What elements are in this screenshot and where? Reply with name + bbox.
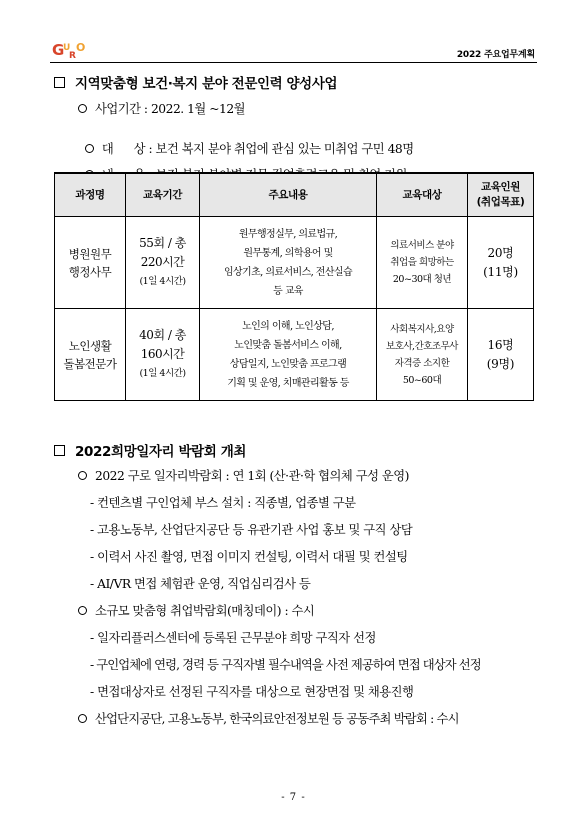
section1-title: 지역맞춤형 보건·복지 분야 전문인력 양성사업 — [75, 76, 338, 92]
count-cell: 20명 (11명) — [468, 217, 534, 309]
header-course: 과정명 — [55, 173, 126, 217]
fair-line-5: - AI/VR 면접 체험관 운영, 직업심리검사 등 — [90, 577, 311, 591]
header-period: 교육기간 — [126, 173, 200, 217]
content-cell: 원무행정실무, 의료법규, 원무통계, 의학용어 및 임상기초, 의료서비스, 전산실습 등 교육 — [200, 217, 377, 309]
fair-line-4: - 이력서 사진 촬영, 면접 이미지 컨설팅, 이력서 대필 및 컨설팅 — [90, 550, 408, 564]
table-row — [55, 309, 534, 401]
svg-text:O: O — [76, 41, 86, 54]
checkbox-square-icon — [54, 445, 65, 456]
fair-line-6: 소규모 맞춤형 취업박람회(매칭데이) : 수시 — [78, 601, 314, 619]
section2-heading — [54, 440, 246, 460]
table-header-row — [55, 173, 534, 217]
section2-title: 2022희망일자리 박람회 개최 — [75, 444, 246, 460]
svg-text:R: R — [69, 51, 76, 60]
document-title: 2022 주요업무계획 — [456, 50, 535, 60]
fair-line-9: - 면접대상자로 선정된 구직자를 대상으로 현장면접 및 채용진행 — [90, 685, 414, 699]
fair-line-7: - 일자리플러스센터에 등록된 근무분야 희망 구직자 선정 — [90, 631, 376, 645]
header-target: 교육대상 — [377, 173, 468, 217]
guro-logo-icon — [52, 38, 86, 60]
section1-heading — [54, 72, 337, 92]
section1-period: 사업기간 : 2022. 1월 ~12월 — [78, 99, 245, 117]
circle-bullet-icon — [78, 104, 87, 113]
checkbox-square-icon — [54, 77, 65, 88]
fair-line-2: - 컨텐츠별 구인업체 부스 설치 : 직종별, 업종별 구분 — [90, 496, 356, 510]
fair-line-3: - 고용노동부, 산업단지공단 등 유관기관 사업 홍보 및 구직 상담 — [90, 523, 413, 537]
fair-line-1: 2022 구로 일자리박람회 : 연 1회 (산·관·학 협의체 구성 운영) — [78, 466, 409, 484]
course-name-cell: 노인생활 돌봄전문가 — [55, 309, 126, 401]
header-content: 주요내용 — [200, 173, 377, 217]
circle-bullet-icon — [78, 606, 87, 615]
period-cell: 40회 / 총 160시간 (1일 4시간) — [126, 309, 200, 401]
circle-bullet-icon — [78, 714, 87, 723]
svg-text:U: U — [63, 43, 71, 53]
course-name-cell: 병원원무 행정사무 — [55, 217, 126, 309]
content-cell: 노인의 이해, 노인상담, 노인맞춤 돌봄서비스 이해, 상담일지, 노인맞춤 프로그램 기획 및 운영, 치매관리활동 등 — [200, 309, 377, 401]
training-table — [54, 172, 534, 401]
section1-target: 대 상 : 보건 복지 분야 취업에 관심 있는 미취업 구민 48명 — [78, 125, 414, 157]
period-cell: 55회 / 총 220시간 (1일 4시간) — [126, 217, 200, 309]
target-cell: 사회복지사,요양 보호사,간호조무사 자격증 소지한 50~60대 — [377, 309, 468, 401]
header-divider — [50, 62, 537, 63]
fair-line-10: 산업단지공단, 고용노동부, 한국의료안전정보원 등 공동주최 박람회 : 수시 — [78, 709, 459, 727]
count-cell: 16명 (9명) — [468, 309, 534, 401]
page-number: - 7 - — [281, 792, 306, 803]
target-cell: 의료서비스 분야 취업을 희망하는 20~30대 청년 — [377, 217, 468, 309]
svg-text:G: G — [52, 41, 65, 59]
circle-bullet-icon — [78, 471, 87, 480]
fair-line-8: - 구인업체에 연령, 경력 등 구직자별 필수내역을 사전 제공하여 면접 대상자 선정 — [90, 658, 481, 672]
table-row — [55, 217, 534, 309]
header-count: 교육인원 (취업목표) — [468, 173, 534, 217]
